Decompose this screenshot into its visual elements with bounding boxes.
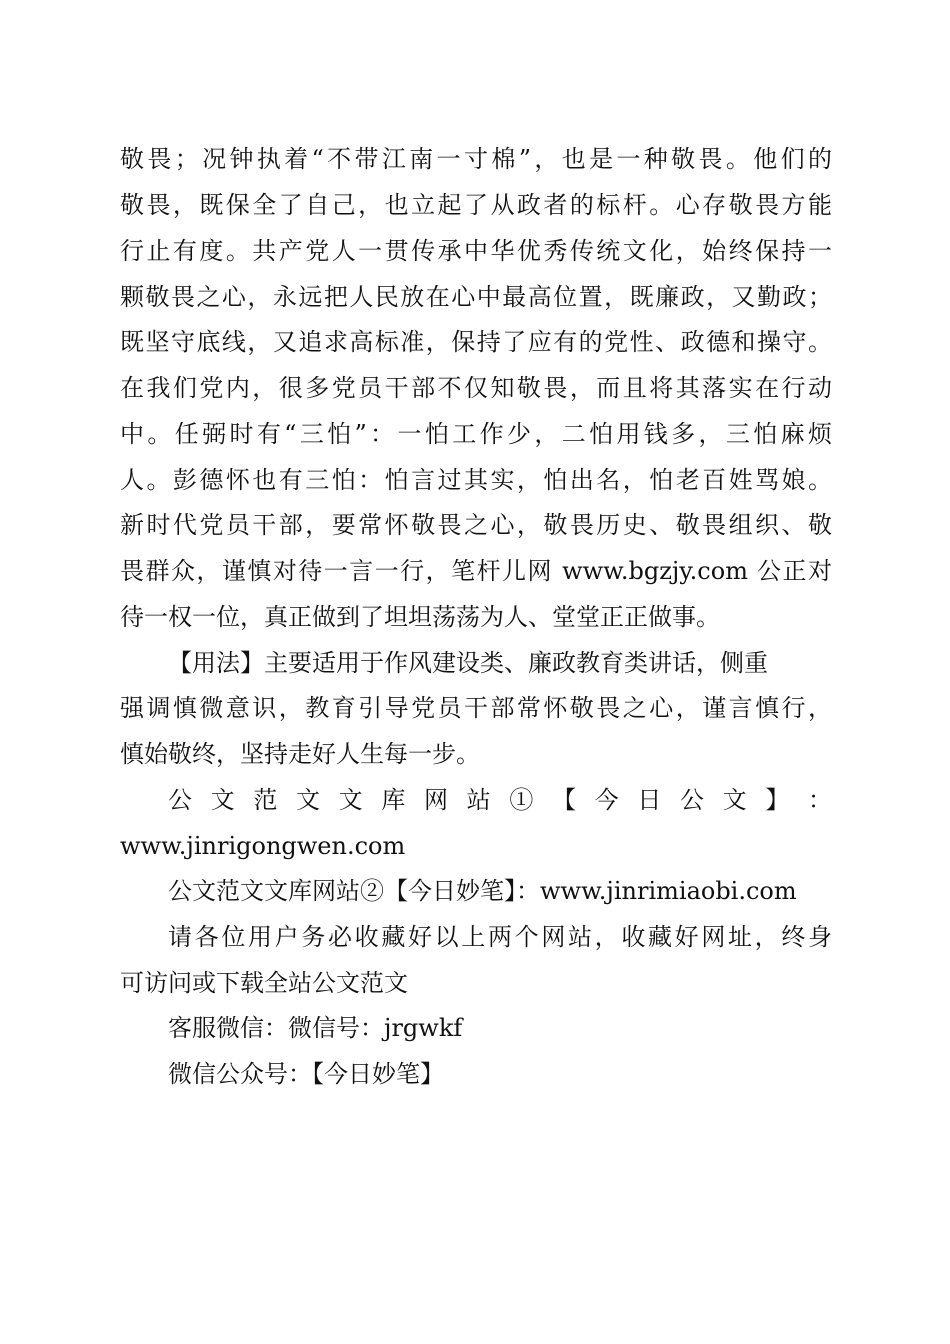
paragraph-line: 畏群众，谨慎对待一言一行，笔杆儿网 www.bgzjy.com 公正对: [120, 557, 832, 585]
paragraph-line: 在我们党内，很多党员干部不仅知敬畏，而且将其落实在行动: [120, 374, 832, 402]
site-1-url: www.jinrigongwen.com: [120, 832, 406, 860]
notice-line: 可访问或下载全站公文范文: [120, 969, 408, 997]
paragraph-line: 中。任弼时有“三怕”：一怕工作少，二怕用钱多，三怕麻烦: [120, 420, 832, 448]
paragraph-line: 行止有度。共产党人一贯传承中华优秀传统文化，始终保持一: [120, 237, 832, 265]
paragraph-line: 敬畏；况钟执着“不带江南一寸棉”，也是一种敬畏。他们的: [120, 145, 832, 173]
paragraph-line: 待一权一位，真正做到了坦坦荡荡为人、堂堂正正做事。: [120, 603, 720, 631]
site-2-line: 公文范文文库网站②【今日妙笔】：www.jinrimiaobi.com: [168, 877, 797, 905]
wechat-official-account: 微信公众号：【今日妙笔】: [168, 1060, 444, 1088]
customer-service-wechat: 客服微信：微信号：jrgwkf: [168, 1014, 463, 1042]
paragraph-line: 新时代党员干部，要常怀敬畏之心，敬畏历史、敬畏组织、敬: [120, 511, 832, 539]
notice-line: 请各位用户务必收藏好以上两个网站，收藏好网址，终身: [168, 923, 832, 951]
paragraph-line: 敬畏，既保全了自己，也立起了从政者的标杆。心存敬畏方能: [120, 191, 832, 219]
usage-line: 慎始敬终，坚持走好人生每一步。: [120, 740, 480, 768]
usage-line: 【用法】主要适用于作风建设类、廉政教育类讲话，侧重: [168, 649, 768, 677]
paragraph-line: 颗敬畏之心，永远把人民放在心中最高位置，既廉政，又勤政；: [120, 283, 832, 311]
paragraph-line: 既坚守底线，又追求高标准，保持了应有的党性、政德和操守。: [120, 328, 832, 356]
usage-line: 强调慎微意识，教育引导党员干部常怀敬畏之心，谨言慎行，: [120, 694, 832, 722]
site-1-label: 公 文 范 文 文 库 网 站 ① 【 今 日 公 文 】 ：: [168, 786, 832, 814]
paragraph-line: 人。彭德怀也有三怕：怕言过其实，怕出名，怕老百姓骂娘。: [120, 466, 832, 494]
